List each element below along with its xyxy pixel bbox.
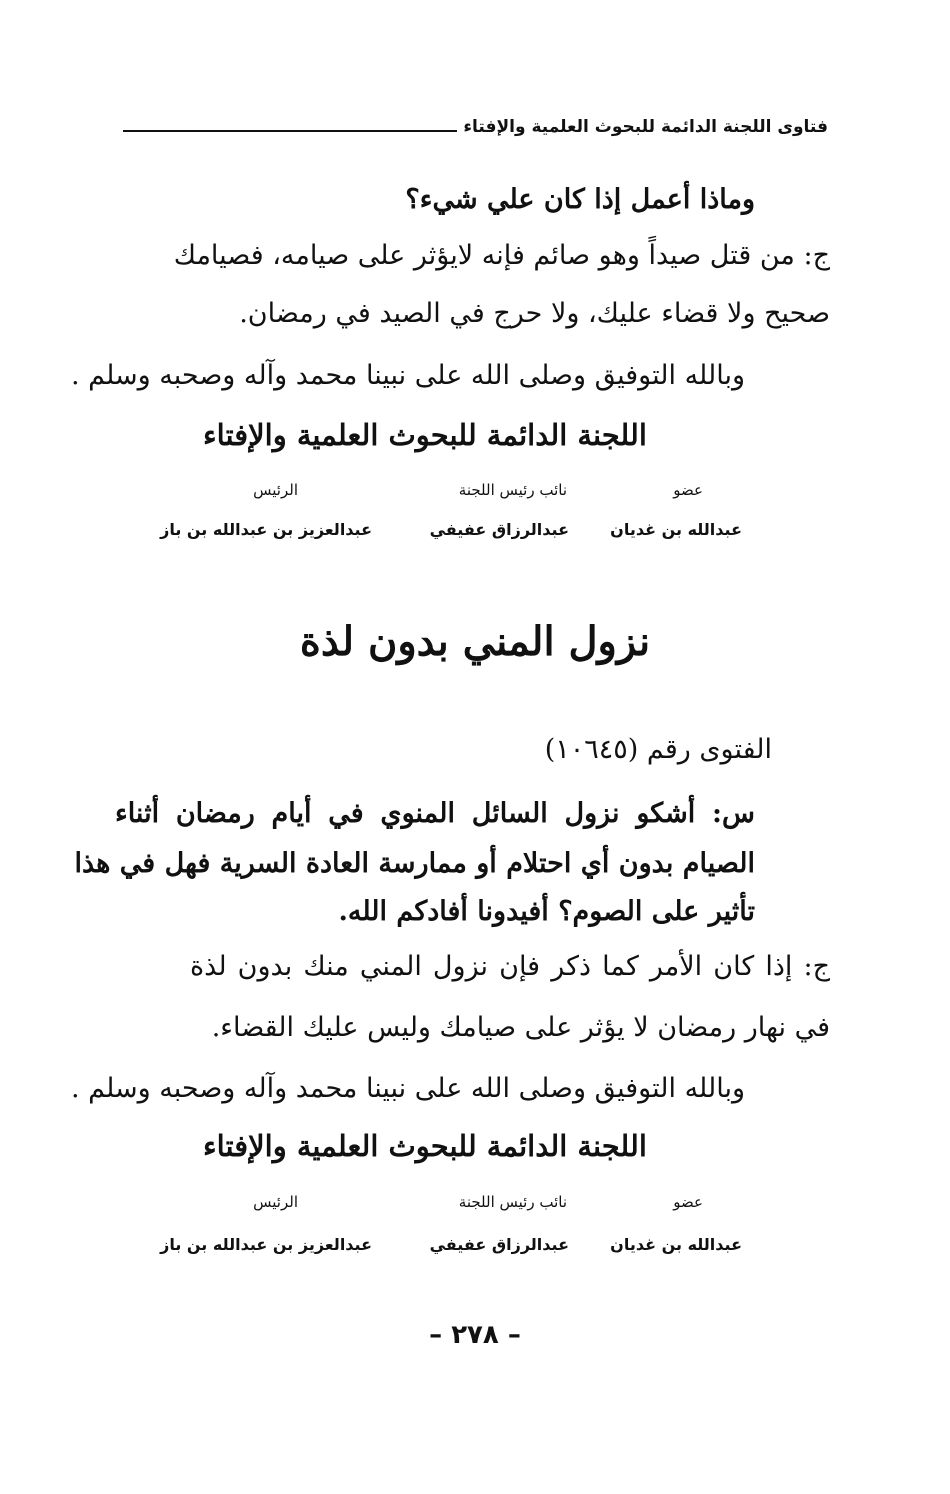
article-committee-heading: اللجنة الدائمة للبحوث العلمية والإفتاء — [203, 1129, 647, 1163]
question-line-1: س: أشكو نزول السائل المنوي في أيام رمضان أثناء — [115, 798, 755, 829]
fatwa-number: الفتوى رقم (١٠٦٤٥) — [544, 734, 772, 765]
article-signatory-role-member: عضو — [673, 1193, 703, 1211]
article-signatory-name-member: عبدالله بن غديان — [610, 1235, 742, 1254]
question-line-2: الصيام بدون أي احتلام أو ممارسة العادة السرية فهل في هذا — [74, 848, 755, 879]
article-answer-line-2: في نهار رمضان لا يؤثر على صيامك وليس عليك القضاء. — [211, 1012, 830, 1043]
answer-line-2: صحيح ولا قضاء عليك، ولا حرج في الصيد في رمضان. — [239, 298, 830, 329]
running-header — [123, 112, 828, 142]
running-title: فتاوى اللجنة الدائمة للبحوث العلمية والإفتاء — [463, 117, 828, 137]
article-signatory-role-chair: الرئيس — [253, 1193, 298, 1211]
signatory-role-vice-chair: نائب رئيس اللجنة — [458, 481, 567, 499]
signatory-role-member: عضو — [673, 481, 703, 499]
page-number: – ٢٧٨ – — [429, 1320, 521, 1350]
article-title: نزول المني بدون لذة — [299, 618, 651, 665]
signatory-name-chair: عبدالعزيز بن عبدالله بن باز — [160, 520, 372, 539]
question-line-3: تأثير على الصوم؟ أفيدونا أفادكم الله. — [338, 896, 755, 927]
signatory-name-member: عبدالله بن غديان — [610, 520, 742, 539]
article-signatory-role-vice-chair: نائب رئيس اللجنة — [458, 1193, 567, 1211]
answer-line-1: ج: من قتل صيداً وهو صائم فإنه لايؤثر على صيامه، فصيامك — [173, 240, 830, 271]
signatory-role-chair: الرئيس — [253, 481, 298, 499]
question-end: وماذا أعمل إذا كان علي شيء؟ — [405, 184, 755, 215]
committee-heading: اللجنة الدائمة للبحوث العلمية والإفتاء — [203, 418, 647, 452]
article-answer-line-1: ج: إذا كان الأمر كما ذكر فإن نزول المني منك بدون لذة — [190, 951, 830, 982]
article-signatory-name-chair: عبدالعزيز بن عبدالله بن باز — [160, 1235, 372, 1254]
closing-prayer: وبالله التوفيق وصلى الله على نبينا محمد وآله وصحبه وسلم . — [70, 360, 745, 391]
article-signatory-name-vice-chair: عبدالرزاق عفيفي — [429, 1235, 569, 1254]
article-closing-prayer: وبالله التوفيق وصلى الله على نبينا محمد وآله وصحبه وسلم . — [70, 1073, 745, 1104]
signatory-name-vice-chair: عبدالرزاق عفيفي — [429, 520, 569, 539]
header-rule — [123, 130, 457, 132]
